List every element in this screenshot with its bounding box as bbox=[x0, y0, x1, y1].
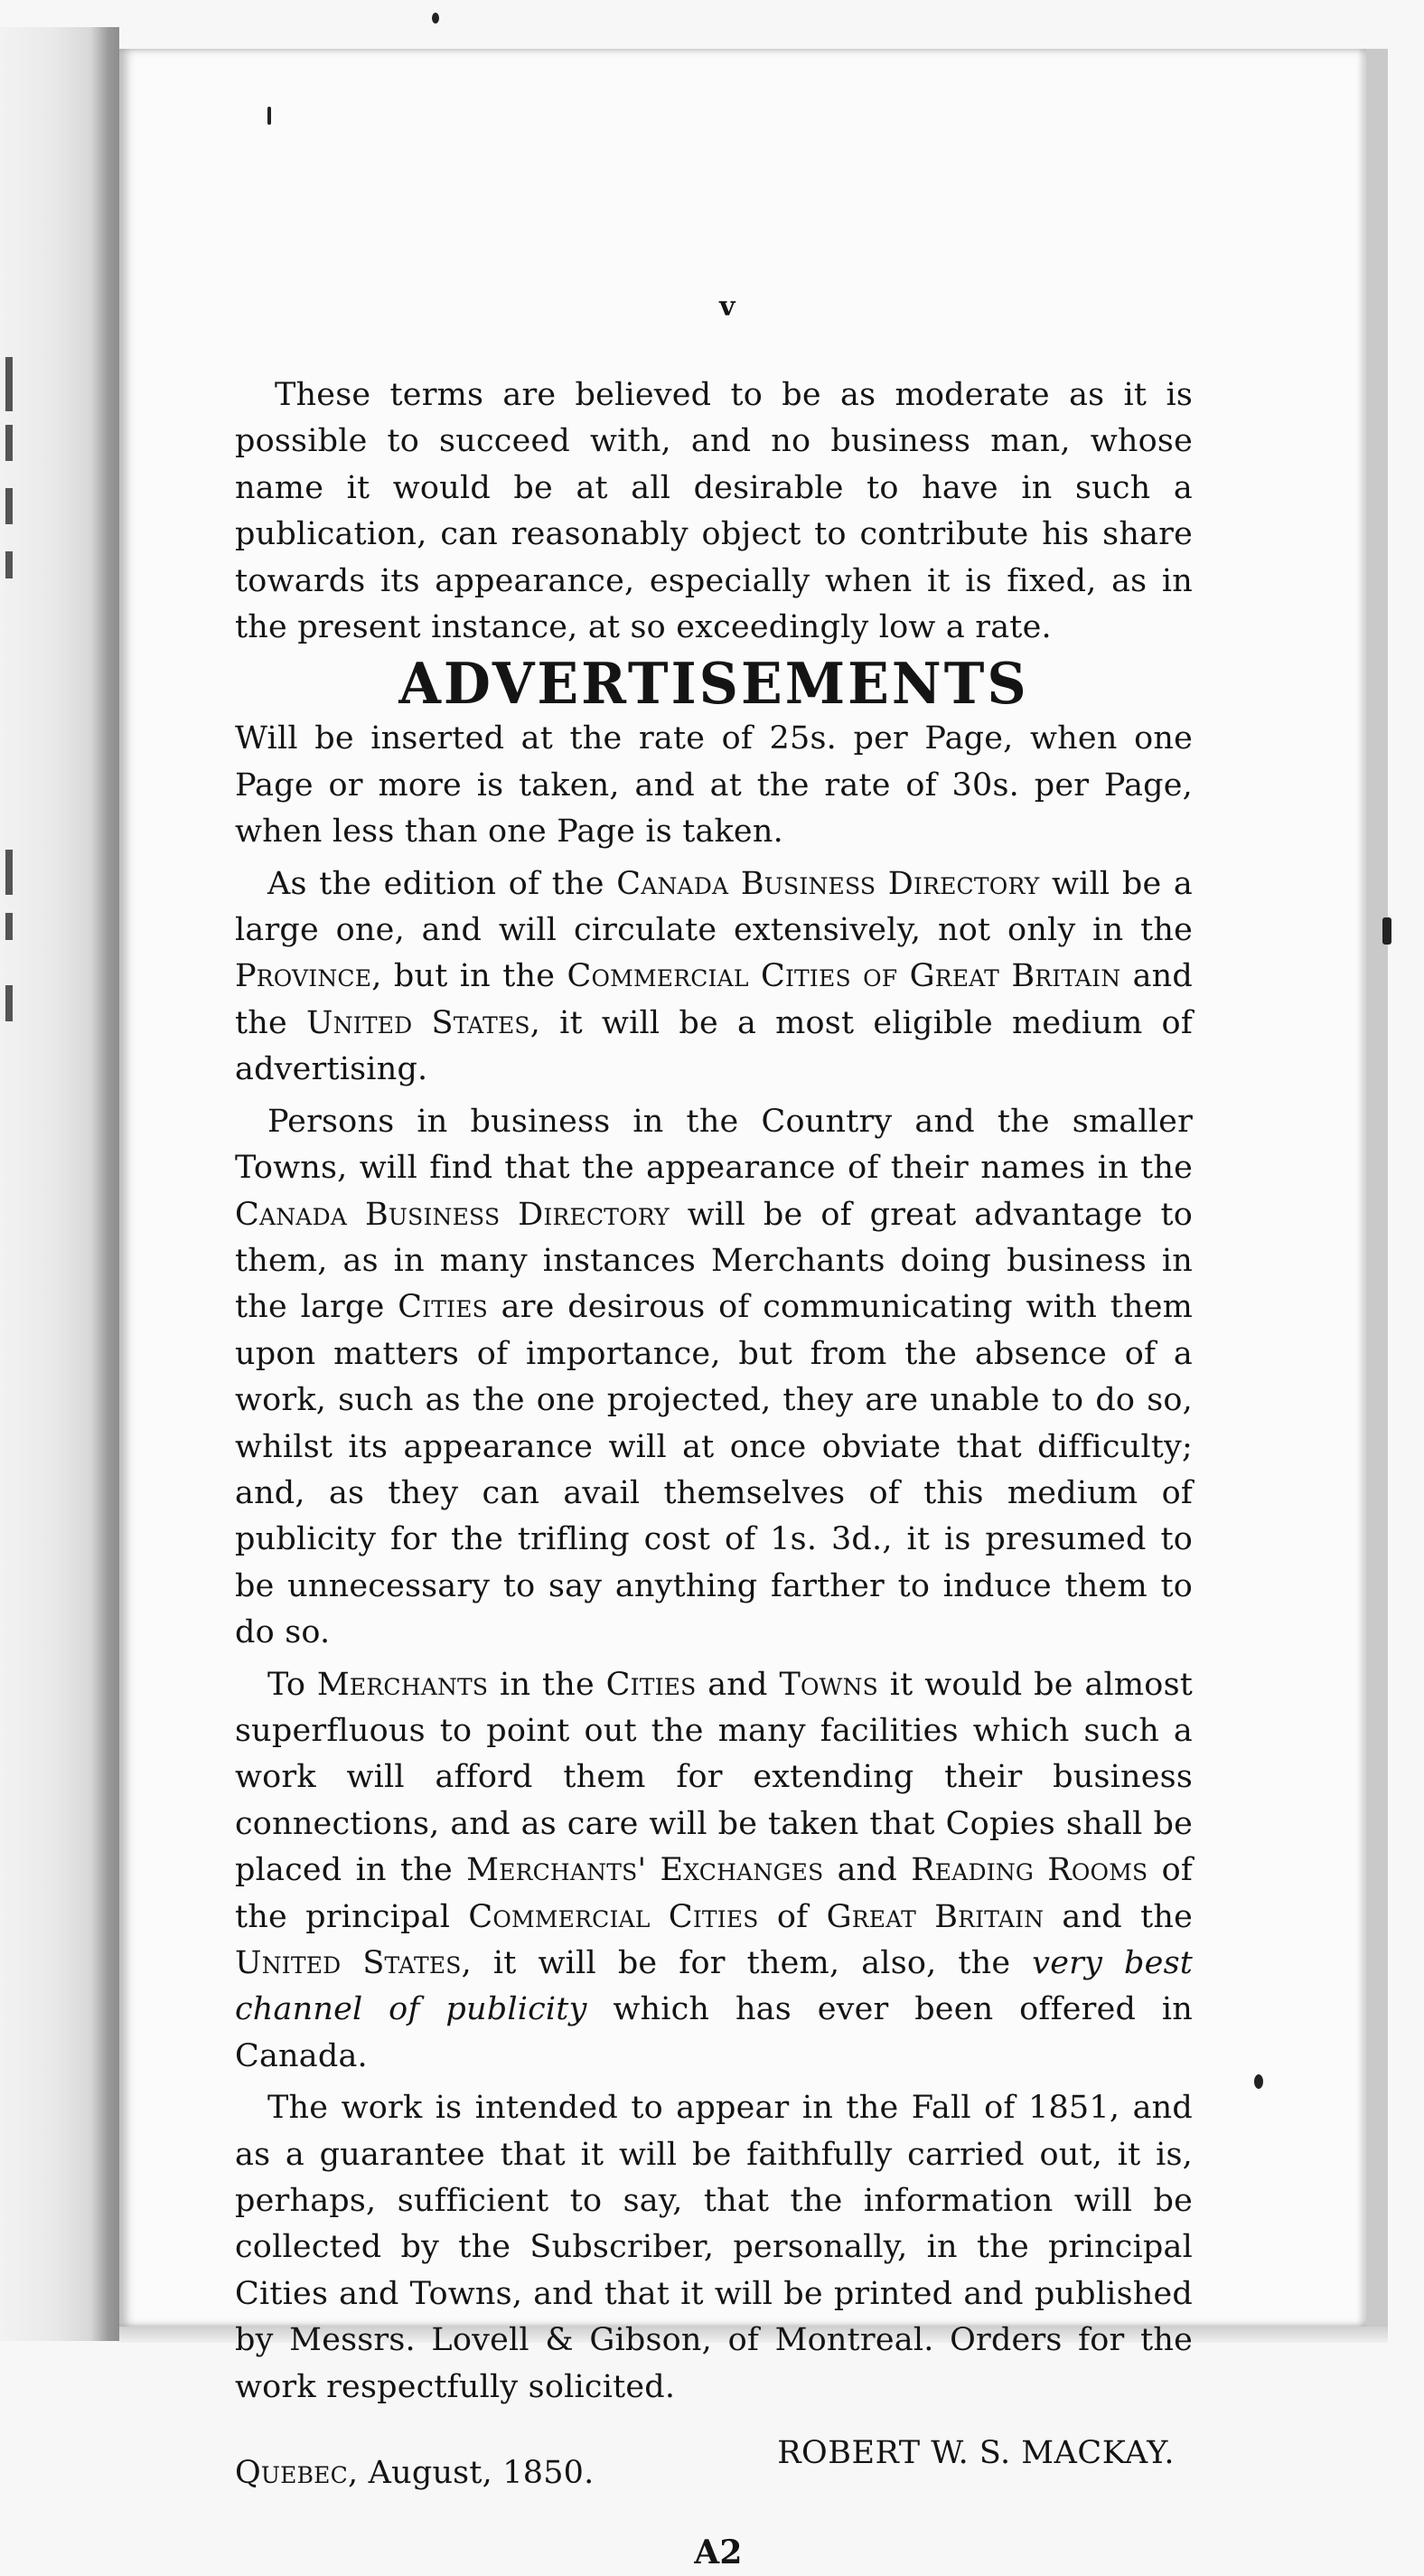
directory-name: Canada Business Directory bbox=[235, 1196, 670, 1233]
merchants-paragraph: To Merchants in the Cities and Towns it would be almost superfluous to point out the many facilities which such a work will afford them for extending their business connections, and as care will be taken that Copies shall be placed in the Merchants' Exchanges and Reading Rooms of the principal Commercial Cities of Great Britain and the United States, it will be for them, also, the very best channel of publicity which has ever been offered in Canada. bbox=[235, 1666, 1194, 2074]
directory-name: Canada Business Directory bbox=[616, 865, 1040, 902]
closing-paragraph: The work is intended to appear in the Fall of 1851, and as a guarantee that it will be faithfully carried out, it is, perhaps, sufficient to say, that the information will be collected by the Subscriber, personally, in the principal Cities and Towns, and that it will be printed and published by Messrs. Lovell & Gibson, of Montreal. Orders for the work respectfully solicited. bbox=[235, 2090, 1193, 2405]
best-channel-phrase: very best channel of publicity bbox=[235, 1945, 1193, 2028]
rates-paragraph: Will be inserted at the rate of 25s. per Page, when one Page or more is taken, and at the rate of 30s. per Page, when less than one Page is taken. bbox=[235, 720, 1193, 851]
scan-speck bbox=[1254, 2074, 1263, 2089]
signature-block bbox=[235, 2430, 1193, 2492]
printer-signature-mark: A2 bbox=[694, 2534, 743, 2572]
circulation-paragraph: As the edition of the Canada Business Directory will be a large one, and will circulate extensively, not only in the Province, but in the Commercial Cities of Great Britain and the United States, it will be a most eligible medium of advertising. bbox=[235, 865, 1194, 1088]
page-text bbox=[235, 289, 1193, 2576]
date: , August, 1850. bbox=[347, 2455, 595, 2492]
signer-name: ROBERT W. S. MACKAY. bbox=[777, 2435, 1175, 2472]
scan-speck bbox=[267, 107, 271, 125]
page-number: v bbox=[719, 291, 735, 323]
scan-speck bbox=[432, 13, 439, 24]
advertisements-heading: ADVERTISEMENTS bbox=[398, 651, 1029, 719]
scan-speck bbox=[1382, 917, 1391, 945]
intro-paragraph: These terms are believed to be as moderate as it is possible to succeed with, and no business man, whose name it would be at all desirable to have in such a publication, can reasonably object to contribute his share towards its appearance, especially when it is fixed, as in the present instance, at so exceedingly low a rate. bbox=[235, 377, 1193, 646]
country-business-paragraph: Persons in business in the Country and the smaller Towns, will find that the appearance of their names in the Canada Business Directory will be of great advantage to them, as in many instances Merchants doing business in the large Cities are desirous of communicating with them upon matters of importance, but from the absence of a work, such as the one projected, they are unable to do so, whilst its appearance will at once obviate that difficulty; and, as they can avail themselves of this medium of publicity for the trifling cost of 1s. 3d., it is presumed to be unnecessary to say anything farther to induce them to do so. bbox=[235, 1103, 1194, 1651]
adjacent-page-marks bbox=[0, 0, 36, 2393]
place-and-date bbox=[235, 2450, 594, 2496]
place: Quebec bbox=[235, 2455, 348, 2492]
